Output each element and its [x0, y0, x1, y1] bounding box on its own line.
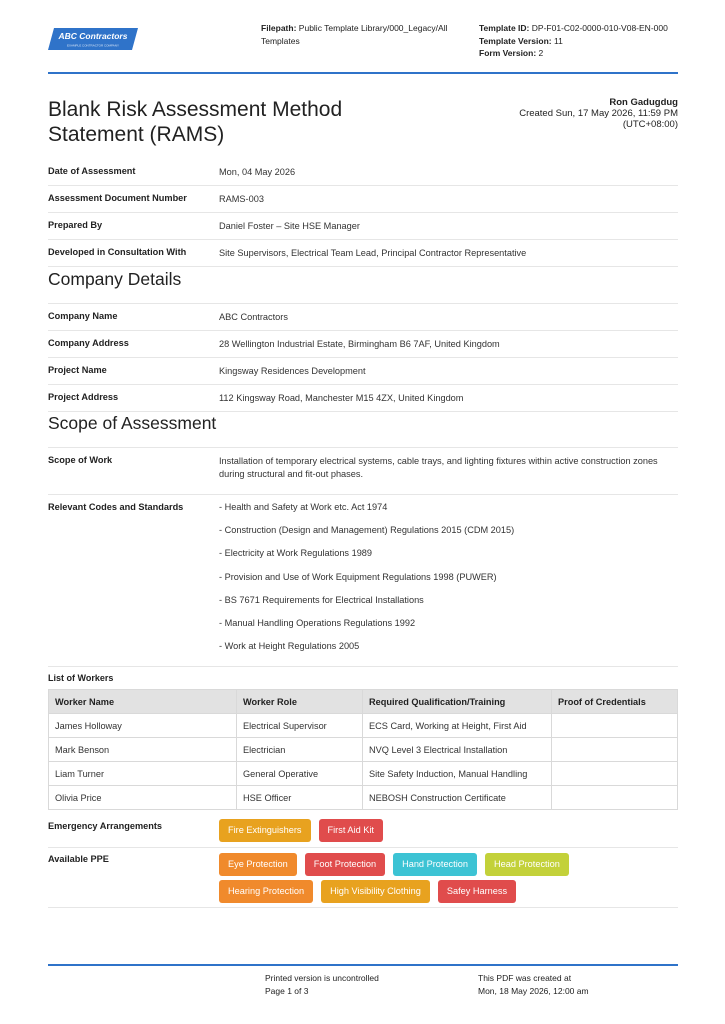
chip-hearing-protection: Hearing Protection: [219, 880, 313, 903]
page-number: Page 1 of 3: [265, 985, 309, 996]
emergency-label: Emergency Arrangements: [48, 821, 163, 831]
worker-name-cell: Liam Turner: [49, 762, 237, 786]
ppe-label: Available PPE: [48, 854, 109, 864]
filepath-value: Public Template Library/000_Legacy/All Templates: [261, 23, 448, 46]
column-header: Worker Role: [237, 690, 363, 714]
table-header-row: [49, 690, 678, 714]
company-details-table: [48, 303, 678, 412]
table-row: [48, 159, 678, 186]
table-row: [48, 448, 678, 495]
created-date: Created Sun, 17 May 2026, 11:59 PM: [519, 108, 678, 119]
worker-role-cell: General Operative: [237, 762, 363, 786]
field-label: Project Name: [48, 365, 107, 375]
worker-role-cell: Electrical Supervisor: [237, 714, 363, 738]
column-header: Worker Name: [49, 690, 237, 714]
ppe-chips: [219, 853, 649, 903]
document-title: Blank Risk Assessment Method Statement (RAMS): [48, 98, 343, 146]
qualification-cell: NVQ Level 3 Electrical Installation: [363, 738, 552, 762]
document-header: [48, 18, 678, 72]
chip-eye-protection: Eye Protection: [219, 853, 297, 876]
table-row: [48, 240, 678, 267]
credentials-cell: [552, 786, 678, 810]
template-version-value: 11: [553, 35, 563, 46]
emergency-chips: [219, 819, 649, 842]
chip-safety-harness: Safey Harness: [438, 880, 516, 903]
qualification-cell: NEBOSH Construction Certificate: [363, 786, 552, 810]
worker-role-cell: Electrician: [237, 738, 363, 762]
qualification-cell: ECS Card, Working at Height, First Aid: [363, 714, 552, 738]
list-item: - BS 7671 Requirements for Electrical Installations: [219, 594, 424, 605]
scope-of-work-label: Scope of Work: [48, 455, 113, 465]
template-id-label: Template ID:: [479, 23, 530, 33]
filepath-label: Filepath:: [261, 23, 297, 33]
section-heading-scope: Scope of Assessment: [48, 413, 217, 433]
company-logo: [48, 28, 138, 50]
list-item: - Work at Height Regulations 2005: [219, 641, 360, 652]
header-divider: [48, 72, 678, 74]
credentials-cell: [552, 714, 678, 738]
table-row: [48, 186, 678, 213]
scope-of-work-value: Installation of temporary electrical systems, cable trays, and lighting fixtures within active construction zones during structural and fit-out phases.: [219, 456, 658, 479]
table-row: [48, 385, 678, 412]
credentials-cell: [552, 762, 678, 786]
table-row: [49, 786, 678, 810]
chip-hand-protection: Hand Protection: [393, 853, 477, 876]
creator-info: [519, 97, 678, 130]
table-row: [48, 358, 678, 385]
qualification-cell: Site Safety Induction, Manual Handling: [363, 762, 552, 786]
workers-table: [48, 689, 678, 810]
list-item: - Provision and Use of Work Equipment Regulations 1998 (PUWER): [219, 571, 497, 582]
pdf-created-label: This PDF was created at: [478, 973, 572, 983]
field-value: Mon, 04 May 2026: [219, 167, 296, 177]
column-header: Required Qualification/Training: [363, 690, 552, 714]
table-row: [48, 213, 678, 240]
table-row: [49, 762, 678, 786]
footer-divider: [48, 964, 678, 966]
worker-name-cell: Olivia Price: [49, 786, 237, 810]
logo-text: ABC Contractors: [58, 31, 128, 41]
field-label: Project Address: [48, 392, 119, 402]
title-block: [48, 97, 678, 147]
codes-label: Relevant Codes and Standards: [48, 502, 184, 512]
field-value: Site Supervisors, Electrical Team Lead, Principal Contractor Representative: [219, 248, 527, 258]
field-label: Date of Assessment: [48, 166, 136, 176]
field-label: Company Address: [48, 338, 129, 348]
scope-table: [48, 447, 678, 667]
pdf-created-date: Mon, 18 May 2026, 12:00 am: [478, 985, 589, 996]
field-value: 112 Kingsway Road, Manchester M15 4ZX, United Kingdom: [219, 393, 464, 403]
emergency-arrangements-row: [48, 817, 678, 848]
table-row: [49, 714, 678, 738]
worker-name-cell: Mark Benson: [49, 738, 237, 762]
column-header: Proof of Credentials: [552, 690, 678, 714]
chip-high-visibility-clothing: High Visibility Clothing: [321, 880, 430, 903]
field-label: Prepared By: [48, 220, 103, 230]
table-row: [48, 495, 678, 667]
field-value: ABC Contractors: [219, 312, 288, 322]
field-value: RAMS-003: [219, 194, 264, 204]
table-row: [49, 738, 678, 762]
template-version-label: Template Version:: [479, 35, 552, 46]
uncontrolled-notice: Printed version is uncontrolled: [265, 973, 379, 983]
worker-role-cell: HSE Officer: [237, 786, 363, 810]
template-info-block: [479, 22, 679, 60]
template-id-value: DP-F01-C02-0000-010-V08-EN-000: [531, 23, 668, 33]
chip-fire-extinguishers: Fire Extinguishers: [219, 819, 311, 842]
footer-left: [265, 972, 379, 997]
field-label: Developed in Consultation With: [48, 247, 187, 257]
section-heading-company: Company Details: [48, 269, 182, 289]
creator-name: Ron Gadugdug: [609, 97, 678, 108]
list-item: - Electricity at Work Regulations 1989: [219, 548, 373, 559]
workers-label: List of Workers: [48, 673, 114, 683]
table-row: [48, 304, 678, 331]
form-version-value: 2: [538, 48, 544, 58]
list-item: - Manual Handling Operations Regulations 1992: [219, 618, 416, 629]
logo-tagline: EXAMPLE CONTRACTOR COMPANY: [67, 43, 119, 48]
table-row: [48, 331, 678, 358]
credentials-cell: [552, 738, 678, 762]
form-version-label: Form Version:: [479, 48, 537, 58]
filepath-block: [261, 22, 461, 47]
list-item: - Construction (Design and Management) Regulations 2015 (CDM 2015): [219, 525, 515, 536]
field-label: Company Name: [48, 311, 118, 321]
chip-foot-protection: Foot Protection: [305, 853, 385, 876]
overview-table: [48, 159, 678, 267]
chip-head-protection: Head Protection: [485, 853, 569, 876]
field-value: 28 Wellington Industrial Estate, Birmingham B6 7AF, United Kingdom: [219, 339, 500, 349]
field-value: Daniel Foster – Site HSE Manager: [219, 221, 360, 231]
footer-right: [478, 972, 589, 997]
created-timezone: (UTC+08:00): [622, 119, 678, 130]
chip-first-aid-kit: First Aid Kit: [319, 819, 383, 842]
field-value: Kingsway Residences Development: [219, 366, 366, 376]
field-label: Assessment Document Number: [48, 193, 187, 203]
list-item: - Health and Safety at Work etc. Act 1974: [219, 502, 388, 512]
worker-name-cell: James Holloway: [49, 714, 237, 738]
codes-list: [219, 495, 678, 664]
available-ppe-row: [48, 850, 678, 908]
